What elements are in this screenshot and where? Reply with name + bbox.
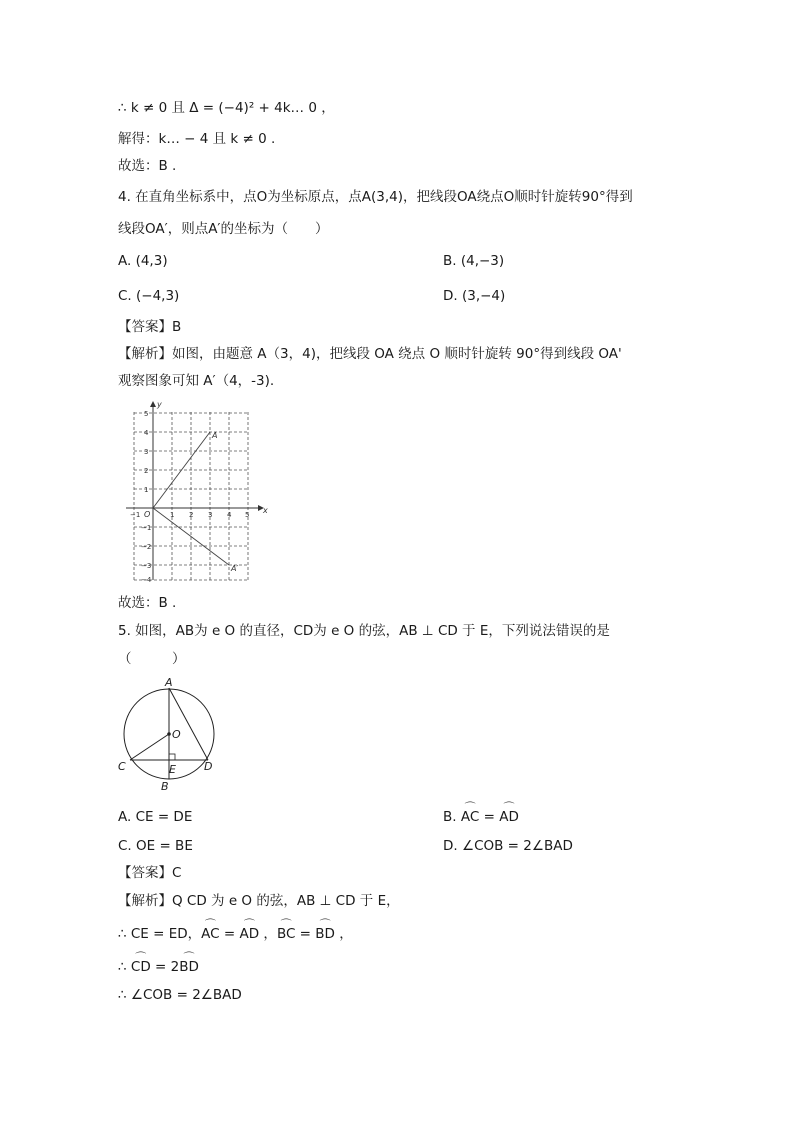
- q4-answer: 【答案】B: [118, 319, 182, 335]
- arc-ad: ⌒ AD: [499, 808, 519, 826]
- y-tick-label: 1: [144, 486, 149, 494]
- q4-option-b: B. (4,−3): [443, 253, 505, 269]
- q5-analysis-3: [118, 958, 199, 976]
- point-a-label: A: [212, 431, 218, 440]
- q5-option-b-prefix: B.: [443, 809, 461, 825]
- arc-bd: ⌒ BD: [315, 925, 335, 943]
- separator: ，: [259, 926, 277, 942]
- y-tick-label: 5: [144, 410, 149, 418]
- y-tick-label: 4: [144, 429, 149, 437]
- origin-label: O: [144, 510, 151, 519]
- q5-answer: 【答案】C: [118, 865, 182, 881]
- q4-option-d: D. (3,−4): [443, 288, 506, 304]
- arc-ad: ⌒ AD: [240, 925, 260, 943]
- label-c: C: [118, 760, 126, 773]
- question-4-stem-2: 线段OA′，则点A′的坐标为（ ）: [118, 221, 329, 237]
- circle-figure: [114, 674, 229, 794]
- y-axis-label: y: [157, 400, 162, 409]
- arc-ac: ⌒ AC: [201, 925, 219, 943]
- therefore-sign: ∴: [118, 959, 131, 975]
- q4-analysis-2: 观察图象可知 A′（4，-3).: [118, 373, 275, 389]
- line-choose-b-2: 故选：B .: [118, 595, 177, 611]
- x-tick-label: 5: [245, 511, 250, 519]
- equals-sign: =: [295, 926, 316, 942]
- y-tick-label: 3: [144, 448, 149, 456]
- q4-analysis-1: 【解析】如图，由题意 A（3，4)，把线段 OA 绕点 O 顺时针旋转 90°得到线段 OA': [118, 346, 622, 362]
- label-b: B: [161, 780, 169, 793]
- arc-cd: ⌒ CD: [131, 958, 151, 976]
- x-axis-label: x: [263, 506, 268, 515]
- q5-option-c: C. OE = BE: [118, 838, 193, 854]
- arc-bd: ⌒ BD: [179, 958, 199, 976]
- x-tick-label: −1: [130, 511, 141, 519]
- q5-option-a: A. CE = DE: [118, 809, 193, 825]
- label-e: E: [169, 763, 176, 776]
- y-tick-label: −1: [141, 524, 152, 532]
- question-4-stem: 4. 在直角坐标系中，点O为坐标原点，点A(3,4)，把线段OA绕点O顺时针旋转90°得到: [118, 189, 633, 205]
- line-condition: ∴ k ≠ 0 且 Δ = (−4)² + 4k… 0 ，: [118, 100, 335, 116]
- x-tick-label: 3: [208, 511, 213, 519]
- equals-sign: =: [219, 926, 240, 942]
- line-choose-b-1: 故选：B .: [118, 158, 177, 174]
- coordinate-grid-figure: [118, 400, 273, 585]
- y-tick-label: −2: [141, 543, 152, 551]
- label-o: O: [172, 728, 181, 741]
- line-solution: 解得：k… − 4 且 k ≠ 0 .: [118, 131, 276, 147]
- x-tick-label: 2: [189, 511, 194, 519]
- analysis-2-prefix: ∴ CE = ED，: [118, 926, 202, 942]
- q4-option-c: C. (−4,3): [118, 288, 180, 304]
- q5-analysis-4: ∴ ∠COB = 2∠BAD: [118, 987, 242, 1003]
- equals-sign: =: [479, 809, 500, 825]
- label-d: D: [204, 760, 213, 773]
- q5-analysis-1: 【解析】Q CD 为 e O 的弦，AB ⊥ CD 于 E，: [118, 893, 400, 909]
- x-tick-label: 4: [227, 511, 232, 519]
- point-a-prime-label: A′: [231, 564, 239, 573]
- equals-two: = 2: [150, 959, 180, 975]
- separator: ，: [334, 926, 353, 942]
- q5-option-d: D. ∠COB = 2∠BAD: [443, 838, 573, 854]
- arc-bc: ⌒ BC: [277, 925, 295, 943]
- y-tick-label: 2: [144, 467, 149, 475]
- question-5-stem: 5. 如图，AB为 e O 的直径，CD为 e O 的弦，AB ⊥ CD 于 E，下列说法错误的是: [118, 623, 610, 639]
- q4-option-a: A. (4,3): [118, 253, 168, 269]
- question-5-stem-2: （ ）: [118, 651, 186, 667]
- x-tick-label: 1: [170, 511, 175, 519]
- label-a: A: [165, 676, 173, 689]
- y-tick-label: −4: [141, 576, 152, 584]
- y-tick-label: −3: [141, 562, 152, 570]
- q5-option-b: [443, 808, 519, 826]
- arc-ac: ⌒ AC: [461, 808, 479, 826]
- q5-analysis-2: [118, 925, 353, 943]
